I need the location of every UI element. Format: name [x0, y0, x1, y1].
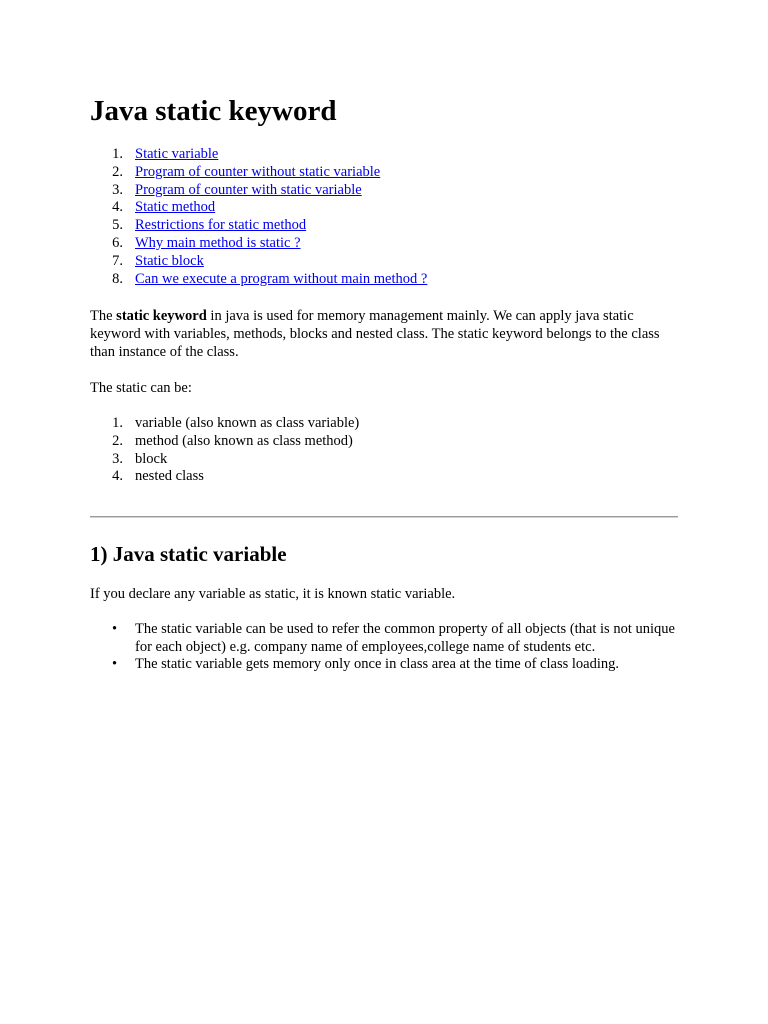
intro-paragraph: [90, 307, 670, 361]
bullet-item: [90, 656, 680, 674]
list-item: [90, 468, 359, 486]
static-kinds-list: [90, 415, 359, 486]
toc-number: 8.: [112, 270, 123, 287]
intro-text-after: in java is used for memory management mainly. We can apply java static keyword with variables, methods, blocks and nested class. The static keyword belongs to the class than instance of the class.: [90, 308, 660, 360]
toc-number: 6.: [112, 234, 123, 251]
bullet-dot: •: [112, 621, 118, 637]
list-number: 2.: [112, 432, 123, 449]
toc-link-static-block[interactable]: Static block: [135, 252, 204, 269]
list-item-label: variable (also known as class variable): [135, 415, 360, 431]
bullet-list: [90, 621, 680, 674]
list-item-label: block: [135, 450, 168, 467]
toc-number: 4.: [112, 199, 123, 216]
toc-link-static-variable[interactable]: Static variable: [135, 146, 219, 162]
intro-text-before: The: [90, 308, 117, 324]
table-of-contents: [90, 146, 427, 288]
section-heading: 1) Java static variable: [90, 542, 287, 566]
toc-number: 5.: [112, 217, 123, 234]
page-title: Java static keyword: [90, 95, 337, 127]
toc-link-counter-without-static[interactable]: Program of counter without static variable: [135, 163, 381, 180]
toc-link-counter-with-static[interactable]: Program of counter with static variable: [135, 181, 362, 198]
list-item: [90, 433, 359, 451]
can-be-heading: The static can be:: [90, 380, 192, 396]
toc-link-without-main[interactable]: Can we execute a program without main method ?: [135, 270, 428, 287]
list-number: 3.: [112, 450, 123, 467]
bullet-dot: •: [112, 656, 118, 672]
list-item: [90, 451, 359, 469]
list-item: [90, 415, 359, 433]
toc-item: [90, 199, 427, 217]
toc-number: 7.: [112, 252, 123, 269]
toc-item: [90, 146, 427, 164]
toc-number: 1.: [112, 146, 123, 162]
toc-link-restrictions[interactable]: Restrictions for static method: [135, 217, 307, 234]
section-divider: [90, 516, 678, 518]
section-description: If you declare any variable as static, it is known static variable.: [90, 586, 456, 602]
list-item-label: nested class: [135, 468, 204, 485]
toc-link-static-method[interactable]: Static method: [135, 199, 216, 216]
bullet-text: The static variable can be used to refer the common property of all objects (that is not unique for each object) e.g. company name of employees,college name of students etc.: [135, 621, 675, 655]
list-number: 4.: [112, 468, 123, 485]
bullet-item: [90, 621, 680, 656]
toc-number: 2.: [112, 163, 123, 180]
toc-item: [90, 182, 427, 200]
list-item-label: method (also known as class method): [135, 432, 353, 449]
list-number: 1.: [112, 415, 123, 431]
toc-item: [90, 235, 427, 253]
toc-item: [90, 164, 427, 182]
toc-item: [90, 217, 427, 235]
intro-bold-term: static keyword: [116, 308, 207, 324]
toc-number: 3.: [112, 181, 123, 198]
toc-item: [90, 253, 427, 271]
toc-link-why-main-static[interactable]: Why main method is static ?: [135, 234, 301, 251]
toc-item: [90, 271, 427, 289]
bullet-text: The static variable gets memory only once in class area at the time of class loading.: [135, 656, 619, 672]
